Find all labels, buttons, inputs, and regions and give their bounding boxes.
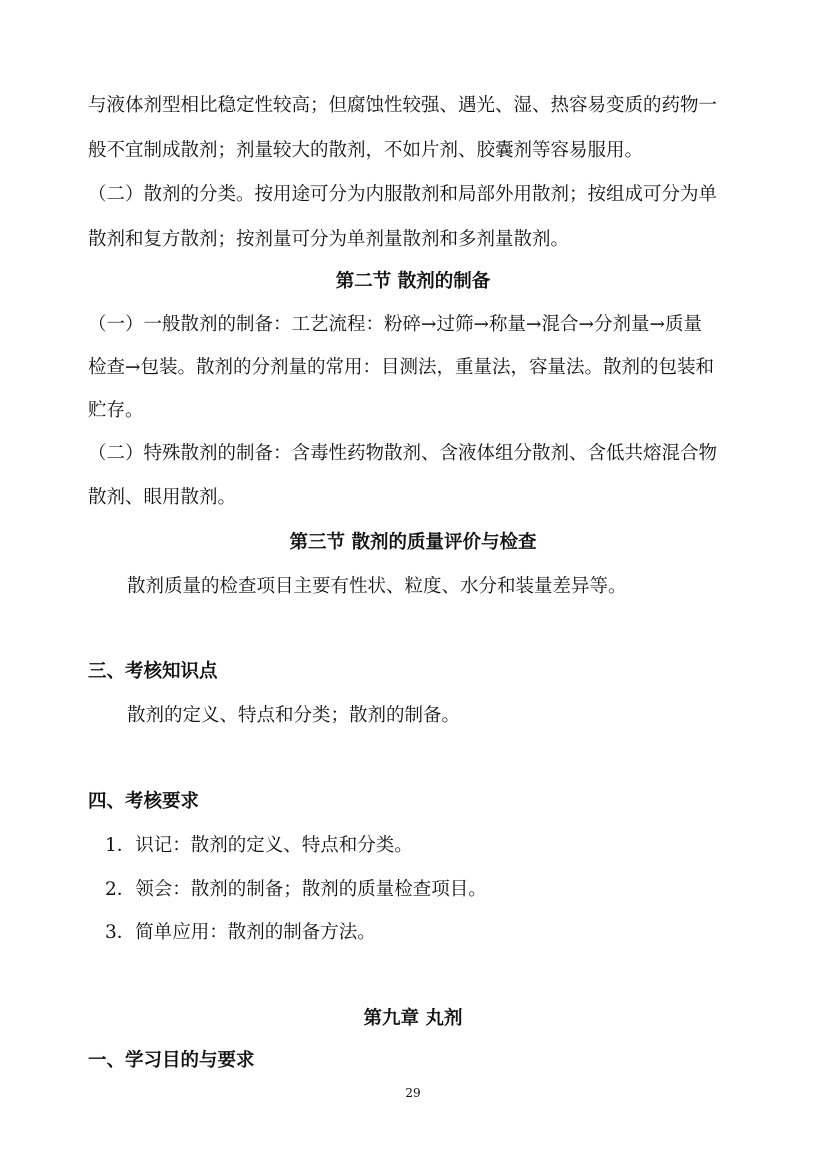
paragraph-line: 散剂、眼用散剂。 [88,487,237,508]
paragraph-line: 散剂的定义、特点和分类；散剂的制备。 [127,705,461,726]
section-title: 第二节 散剂的制备 [335,271,491,292]
paragraph-line: （一）一般散剂的制备：工艺流程：粉碎→过筛→称量→混合→分剂量→质量 [88,314,703,335]
section-title: 第三节 散剂的质量评价与检查 [289,532,537,553]
paragraph-line: 散剂和复方散剂；按剂量可分为单剂量散剂和多剂量散剂。 [88,229,570,250]
list-item: 1．识记：散剂的定义、特点和分类。 [105,835,413,856]
paragraph-line: 贮存。 [88,400,144,421]
paragraph-line: 与液体剂型相比稳定性较高；但腐蚀性较强、遇光、湿、热容易变质的药物一 [88,95,718,116]
paragraph-line: （二）散剂的分类。按用途可分为内服散剂和局部外用散剂；按组成可分为单 [88,184,718,205]
part-heading: 一、学习目的与要求 [88,1050,255,1071]
list-item: 3．简单应用：散剂的制备方法。 [105,922,376,943]
part-heading: 三、考核知识点 [88,661,218,682]
page-number: 29 [405,1086,421,1100]
chapter-title: 第九章 丸剂 [363,1008,463,1029]
paragraph-line: （二）特殊散剂的制备：含毒性药物散剂、含液体组分散剂、含低共熔混合物 [88,443,718,464]
part-heading: 四、考核要求 [88,791,200,812]
paragraph-line: 散剂质量的检查项目主要有性状、粒度、水分和装量差异等。 [127,576,627,597]
paragraph-line: 检查→包装。散剂的分剂量的常用：目测法，重量法，容量法。散剂的包装和 [88,357,715,378]
list-item: 2．领会：散剂的制备；散剂的质量检查项目。 [105,879,487,900]
paragraph-line: 般不宜制成散剂；剂量较大的散剂，不如片剂、胶囊剂等容易服用。 [88,140,644,161]
